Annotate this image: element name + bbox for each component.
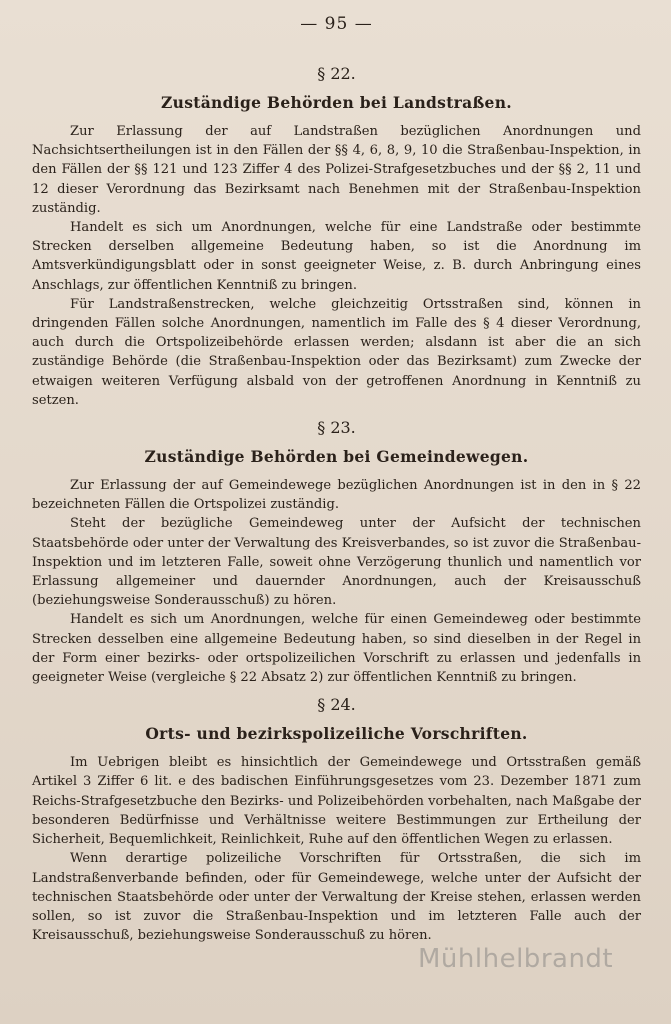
watermark-logo: Mühlhelbrandt bbox=[418, 944, 614, 974]
section-number: § 24. bbox=[317, 695, 356, 715]
paragraph: Zur Erlassung der auf Gemeindewege bezüglichen Anordnungen ist in den in § 22 bezeichneten Fällen die Ortspolizei zuständig. bbox=[32, 478, 641, 513]
section-23 bbox=[32, 418, 641, 687]
section-title: Zuständige Behörden bei Gemeindewegen. bbox=[144, 447, 529, 467]
section-22 bbox=[32, 64, 641, 410]
paragraph: Handelt es sich um Anordnungen, welche für eine Landstraße oder bestimmte Strecken derselben allgemeine Bedeutung haben, so ist die Anordnung im Amtsverkündigungsblatt oder in sonst geeigneter Weise, z. B. durch Anbringung eines Anschlags, zur öffentlichen Kenntniß zu bringen. bbox=[32, 220, 641, 293]
paragraph: Für Landstraßenstrecken, welche gleichzeitig Ortsstraßen sind, können in dringenden Fällen solche Anordnungen, namentlich im Falle des § 4 dieser Verordnung, auch durch die Ortspolizeibehörde erlassen werden; alsdann ist aber die an sich zuständige Behörde (die Straßenbau-Inspektion oder das Bezirksamt) zum Zwecke der etwaigen weiteren Verfügung alsbald von der getroffenen Anordnung in Kenntniß zu setzen. bbox=[32, 296, 641, 408]
paragraph: Wenn derartige polizeiliche Vorschriften für Ortsstraßen, die sich im Landstraßenverbande befinden, oder für Gemeindewege, welche unter der Aufsicht der technischen Staatsbehörde oder unter der Verwaltung der Kreise stehen, erlassen werden sollen, so ist zuvor die Straßenbau-Inspektion und im letzteren Falle auch der Kreisausschuß, beziehungsweise Sonderausschuß zu hören. bbox=[32, 851, 641, 944]
section-title: Orts- und bezirkspolizeiliche Vorschriften. bbox=[145, 724, 528, 744]
paragraph: Steht der bezügliche Gemeindeweg unter der Aufsicht der technischen Staatsbehörde oder unter der Verwaltung des Kreisverbandes, so ist zuvor die Straßenbau-Inspektion und im letzteren Falle, soweit ohne Verzögerung thunlich und namentlich vor Erlassung allgemeiner und dauernder Anordnungen, auch der Kreisausschuß (beziehungsweise Sonderausschuß) zu hören. bbox=[32, 516, 641, 609]
paragraph: Handelt es sich um Anordnungen, welche für einen Gemeindeweg oder bestimmte Strecken desselben eine allgemeine Bedeutung haben, so sind dieselben in der Regel in der Form einer bezirks- oder ortspolizeilichen Vorschrift zu erlassen und jedenfalls in geeigneter Weise (vergleiche § 22 Absatz 2) zur öffentlichen Kenntniß zu bringen. bbox=[32, 612, 641, 686]
section-24 bbox=[32, 695, 641, 945]
section-number: § 23. bbox=[317, 418, 356, 438]
page-number: — 95 — bbox=[300, 14, 373, 34]
paragraph: Zur Erlassung der auf Landstraßen bezüglichen Anordnungen und Nachsichtsertheilungen ist in den Fällen der §§ 4, 6, 8, 9, 10 die Straßenbau-Inspektion, in den Fällen der §§ 121 und 123 Ziffer 4 des Polizei-Strafgesetzbuches und der §§ 2, 11 und 12 dieser Verordnung das Bezirksamt nach Benehmen mit der Straßenbau-Inspektion zuständig. bbox=[32, 124, 641, 216]
section-number: § 22. bbox=[317, 64, 356, 83]
section-title: Zuständige Behörden bei Landstraßen. bbox=[161, 93, 512, 112]
paragraph: Im Uebrigen bleibt es hinsichtlich der Gemeindewege und Ortsstraßen gemäß Artikel 3 Ziffer 6 lit. e des badischen Einführungsgesetzes vom 23. Dezember 1871 zum Reichs-Strafgesetzbuche den Bezirks- und Polizeibehörden vorbehalten, nach Maßgabe der besonderen Bedürfnisse und Verhältnisse weitere Bestimmungen zur Ertheilung der Sicherheit, Bequemlichkeit, Reinlichkeit, Ruhe auf den öffentlichen Wegen zu erlassen. bbox=[32, 755, 641, 848]
